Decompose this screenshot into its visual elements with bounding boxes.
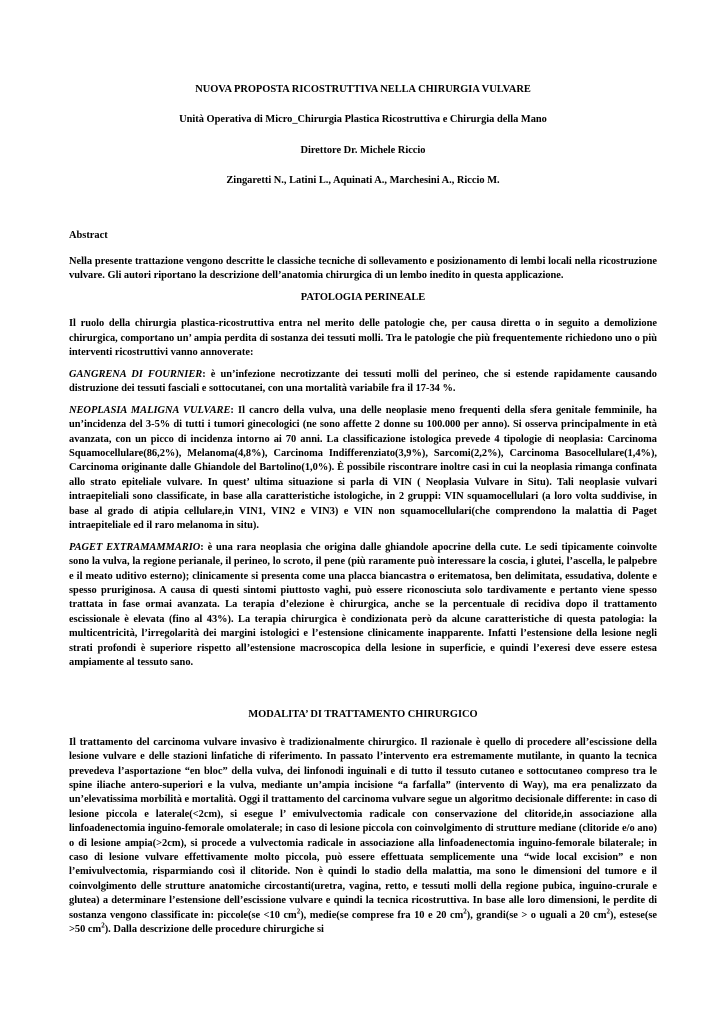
s2-text-c: ), grandi(se > o uguali a 20 cm <box>466 909 607 921</box>
s2-sup-2: 2 <box>463 907 467 916</box>
term-neoplasia: NEOPLASIA MALIGNA VULVARE <box>69 404 231 416</box>
s2-text-a: Il trattamento del carcinoma vulvare invasivo è tradizionalmente chirurgico. Il razionale è quello di procedere all’escissione della lesione vulvare e delle stazioni linfatiche di riferimento. In passato l’intervento era estremamente mutilante, in quanto la tecnica prevedeva l’asportazione “en bloc” della vulva, dei linfonodi inguinali e di tutto il tessuto cutaneo e sottocutaneo compreso tra le spine iliache antero-superiori e la vulva, mediante un’ampia incisione “a farfalla” (intervento di Way), ma era penalizzato da un’elevatissima morbilità e mortalità. Oggi il trattamento del carcinoma vulvare segue un algoritmo decisionale differente: in caso di lesione piccola e laterale(<2cm), si esegue l’ emivulvectomia radicale con conservazione del clitoride,in associazione alla linfoadenectomia inguino-femorale omolaterale; in caso di lesione piccola con coinvolgimento di strutture mediane (clitoride e/o ano) o di lesione ampia(>2cm), si procede a vulvectomia radicale in associazione alla linfoadenectomia inguino-femorale bilaterale; in caso di lesione vulvare effettivamente molto piccola, può essere effettuata semplicemente una “wide local excision” e non l’emivulvectomia, risparmiando così il clitoride. Non è quindi lo stadio della malattia, ma sono le dimensioni del tumore e il coinvolgimento delle strutture anatomiche circostanti(uretra, vagina, retto, e tessuti molli della regione pubica, inguino-crurale e glutea) a determinare l’estensione dell’escissione vulvare e quindi la tecnica ricostruttiva. In base alle loro dimensioni, le perdite di sostanza vengono classificate in: piccole(se <10 cm <box>69 736 657 921</box>
paragraph-neoplasia <box>69 404 657 534</box>
paget-text: : è una rara neoplasia che origina dalle ghiandole apocrine della cute. Le sedi tipicamente coinvolte sono la vulva, la regione perianale, il perineo, lo scroto, il pene (più raramente può interessare la coscia, i glutei, l’ascella, le palpebre e il meato uditivo esterno); clinicamente si presenta come una placca biancastra o eritematosa, ben delimitata, essudativa, dolente e spesso pruriginosa. A causa di questi sintomi piuttosto vaghi, può essere riconosciuta solo tardivamente e pertanto viene spesso trattata in fase ormai avanzata. La terapia d’elezione è chirurgica, anche se la percentuale di recidiva dopo il trattamento escissionale è elevata (fino al 43%). La terapia chirurgica è condizionata però da alcune caratteristiche di questa patologia: la multicentricità, l’irregolarità dei margini istologici e l’estensione clinicamente inapparente. Infatti l’estensione della lesione negli strati profondi è superiore rispetto all’estensione macroscopica della lesione in superficie, e quindi l’exeresi deve essere estesa ampiamente al tessuto sano. <box>69 541 657 668</box>
s2-sup-1: 2 <box>296 907 301 916</box>
section-heading-patologia: PATOLOGIA PERINEALE <box>300 292 426 304</box>
paragraph-fournier <box>69 368 657 397</box>
s2-text-b: ), medie(se comprese fra 10 e 20 cm <box>300 909 464 921</box>
term-fournier: GANGRENA DI FOURNIER <box>69 368 203 380</box>
director-line: Direttore Dr. Michele Riccio <box>300 144 426 156</box>
neoplasia-text: : Il cancro della vulva, una delle neoplasie meno frequenti della sfera genitale femminile, ha un’incidenza del 3-5% di tutti i tumori ginecologici (ne sono affette 2 donne su 100.000 per anno). Si osserva principalmente in età avanzata, con un picco di incidenza intorno ai 70 anni. La classificazione istologica prevede 4 tipologie di neoplasia: Carcinoma Squamocellulare(86,2%), Melanoma(4,8%), Carcinoma Indifferenziato(3,9%), Sarcomi(2,2%), Carcinoma Basocellulare(1,4%), Carcinoma originante dalle Ghiandole del Bartolino(1,0%). È possibile riscontrare inoltre casi in cui la neoplasia rimanga confinata allo strato epiteliale vulvare. In quest’ ultima situazione si parla di VIN ( Neoplasia Vulvare in Situ). Tali neoplasie vulvari intraepiteliali sono classificate, in base alla caratteristiche istologiche, in 2 gruppi: VIN squamocellulari (a loro volta suddivise, in base al grado di atipia cellulare,in VIN1, VIN2 e VIN3) e VIN non squamocellulari(che comprendono la malattia di Paget intraepiteliale ed il raro melanoma in situ). <box>69 404 657 532</box>
affiliation-unit: Unità Operativa di Micro_Chirurgia Plastica Ricostruttiva e Chirurgia della Mano <box>179 114 547 126</box>
section2-paragraph <box>69 736 657 938</box>
author-list: Zingaretti N., Latini L., Aquinati A., Marchesini A., Riccio M. <box>226 175 500 187</box>
section1-intro: Il ruolo della chirurgia plastica-ricostruttiva entra nel merito delle patologie che, per causa diretta o in seguito a demolizione chirurgica, comportano un’ ampia perdita di sostanza dei tessuti molli. Tra le patologie che più frequentemente richiedono uno o più interventi ricostruttivi vanno annoverate: <box>69 318 657 359</box>
s2-text-d: ), estese(se >50 cm <box>69 909 658 936</box>
fournier-text: : è un’infezione necrotizzante dei tessuti molli del perineo, che si estende rapidamente causando distruzione dei tessuti fasciali e sottocutanei, con una mortalità variabile fra il 17-34 %. <box>69 368 657 395</box>
paragraph-paget <box>69 541 657 671</box>
paper-title: NUOVA PROPOSTA RICOSTRUTTIVA NELLA CHIRURGIA VULVARE <box>195 84 531 95</box>
abstract-text: Nella presente trattazione vengono descritte le classiche tecniche di sollevamento e posizionamento di lembi locali nella ricostruzione vulvare. Gli autori riportano la descrizione dell’anatomia chirurgica di un lembo inedito in questa applicazione. <box>69 256 657 282</box>
s2-sup-3: 2 <box>606 907 610 916</box>
abstract-heading: Abstract <box>69 229 108 241</box>
section-heading-modalita: MODALITA’ DI TRATTAMENTO CHIRURGICO <box>248 709 478 721</box>
s2-text-e: ). Dalla descrizione delle procedure chirurgiche si <box>104 924 324 936</box>
term-paget: PAGET EXTRAMAMMARIO <box>69 541 201 553</box>
s2-sup-4: 2 <box>101 921 105 930</box>
